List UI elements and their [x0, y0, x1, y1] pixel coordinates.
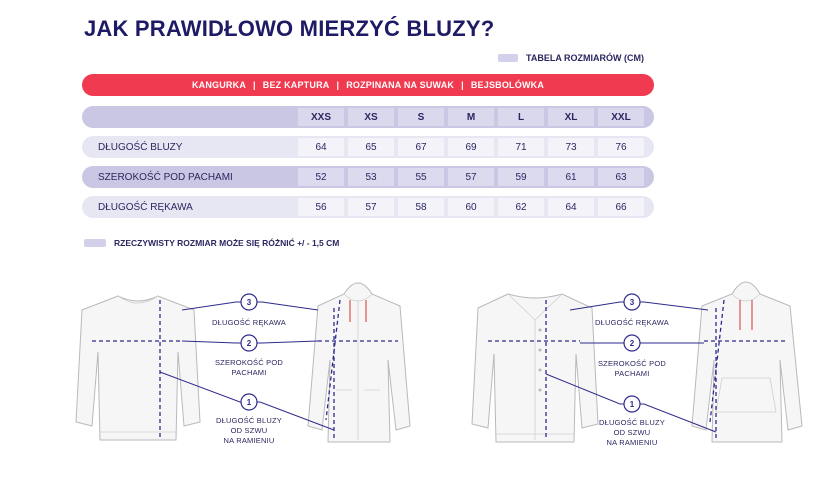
- marker-3-text: 3: [246, 298, 252, 307]
- label-length-line3: NA RAMIENIU: [223, 436, 275, 445]
- size-header-cell: L: [498, 108, 544, 126]
- row-label: SZEROKOŚĆ POD PACHAMI: [98, 171, 233, 183]
- category-separator: |: [461, 80, 464, 90]
- page-title: JAK PRAWIDŁOWO MIERZYĆ BLUZY?: [84, 16, 495, 41]
- category-bez-kaptura: BEZ KAPTURA: [262, 80, 330, 90]
- table-cell: 60: [448, 198, 494, 216]
- label-width-line1: SZEROKOŚĆ POD: [597, 359, 667, 368]
- marker-1-text: 1: [629, 400, 635, 409]
- marker-1-text: 1: [246, 398, 252, 407]
- category-separator: |: [253, 80, 256, 90]
- table-cell: 61: [548, 168, 594, 186]
- category-separator: |: [336, 80, 340, 90]
- label-length-line3: NA RAMIENIU: [606, 438, 658, 447]
- size-header-cell: XL: [548, 108, 594, 126]
- label-length-line1: DŁUGOŚĆ BLUZY: [216, 416, 282, 425]
- table-cell: 63: [598, 168, 644, 186]
- row-label: DŁUGOŚĆ BLUZY: [98, 141, 183, 153]
- table-cell: 76: [598, 138, 644, 156]
- label-width-line1: SZEROKOŚĆ POD: [214, 358, 284, 367]
- legend-top-text: TABELA ROZMIARÓW (CM): [526, 53, 644, 63]
- table-cell: 56: [298, 198, 344, 216]
- row-label: DŁUGOŚĆ RĘKAWA: [98, 201, 193, 213]
- label-length-line2: OD SZWU: [230, 426, 268, 435]
- marker-2-text: 2: [629, 339, 635, 348]
- category-rozpinana: ROZPINANA NA SUWAK: [346, 80, 455, 90]
- label-width-right: [582, 359, 682, 379]
- table-cell: 64: [548, 198, 594, 216]
- table-cell: 64: [298, 138, 344, 156]
- label-length-line2: OD SZWU: [613, 428, 651, 437]
- label-width-line2: PACHAMI: [231, 368, 267, 377]
- table-cell: 73: [548, 138, 594, 156]
- bomber-front-illustration: [472, 294, 598, 442]
- table-cell: 69: [448, 138, 494, 156]
- size-header-cell: S: [398, 108, 444, 126]
- table-cell: 57: [348, 198, 394, 216]
- label-width-left: [199, 358, 299, 378]
- label-length-right: [582, 418, 682, 448]
- table-cell: 52: [298, 168, 344, 186]
- table-cell: 66: [598, 198, 644, 216]
- marker-2-text: 2: [246, 339, 252, 348]
- category-kangurka: KANGURKA: [191, 80, 247, 90]
- sweatshirt-front-illustration: [76, 296, 200, 440]
- label-width-line2: PACHAMI: [614, 369, 650, 378]
- marker-3-text: 3: [629, 298, 635, 307]
- table-cell: 55: [398, 168, 444, 186]
- label-length-line1: DŁUGOŚĆ BLUZY: [599, 418, 665, 427]
- kangaroo-hoodie-front-illustration: [692, 282, 802, 442]
- size-header-cell: XXL: [598, 108, 644, 126]
- label-sleeve-right: DŁUGOŚĆ RĘKAWA: [595, 318, 669, 327]
- size-header-cell: M: [448, 108, 494, 126]
- label-length-left: [199, 416, 299, 446]
- table-cell: 65: [348, 138, 394, 156]
- size-header-cell: XXS: [298, 108, 344, 126]
- category-bejsbolowka: BEJSBOLÓWKA: [470, 80, 545, 90]
- zip-hoodie-front-illustration: [308, 283, 410, 442]
- table-cell: 71: [498, 138, 544, 156]
- table-cell: 57: [448, 168, 494, 186]
- table-cell: 62: [498, 198, 544, 216]
- table-cell: 67: [398, 138, 444, 156]
- table-cell: 53: [348, 168, 394, 186]
- tolerance-note-text: RZECZYWISTY ROZMIAR MOŻE SIĘ RÓŻNIĆ +/ - 1,5 CM: [114, 238, 340, 248]
- size-header-cell: XS: [348, 108, 394, 126]
- label-sleeve-left: DŁUGOŚĆ RĘKAWA: [212, 318, 286, 327]
- table-cell: 58: [398, 198, 444, 216]
- table-cell: 59: [498, 168, 544, 186]
